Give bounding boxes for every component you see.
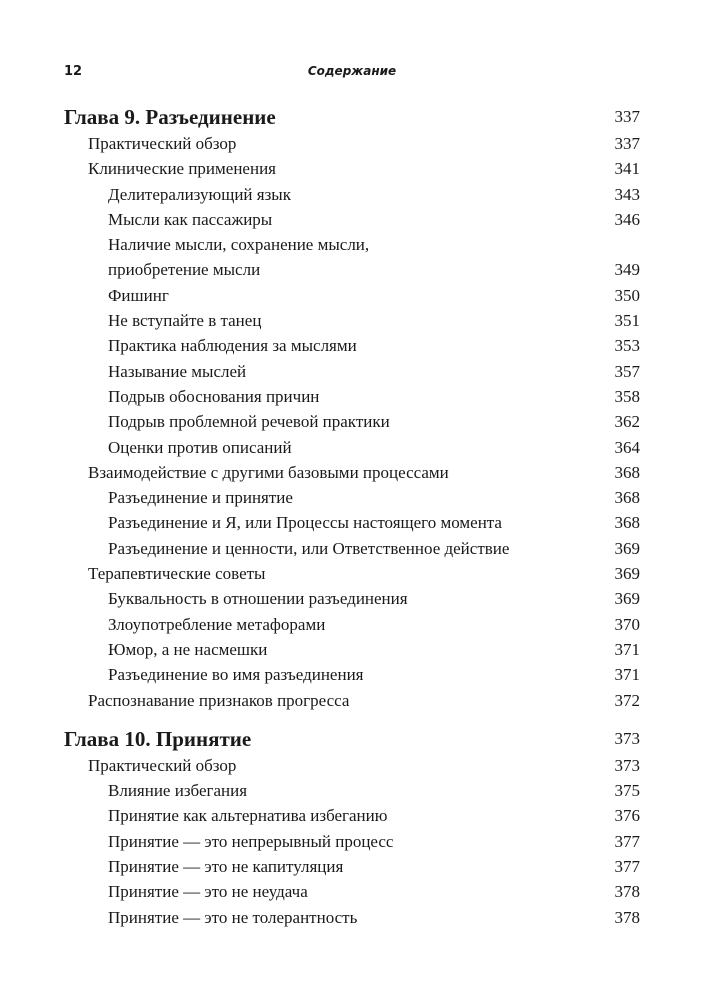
- toc-entry: [64, 778, 640, 803]
- toc-entry-title: Подрыв обоснования причин: [108, 386, 320, 406]
- toc-entry: [64, 333, 640, 358]
- toc-entry: [64, 283, 640, 308]
- toc-entry-title: Разъединение и ценности, или Ответственное действие: [108, 538, 510, 558]
- toc-entry: [64, 460, 640, 485]
- toc-entry: [64, 207, 640, 232]
- toc-entry-page: 378: [614, 907, 640, 927]
- chapter-page: 337: [614, 107, 640, 126]
- toc-entry-page: 337: [614, 134, 640, 153]
- chapter-title: Глава 9. Разъединение: [64, 105, 276, 129]
- toc-entry-page: 368: [614, 513, 640, 533]
- toc-entry-page: 349: [614, 260, 640, 280]
- toc-entry-page: 378: [614, 882, 640, 902]
- table-of-contents: [64, 103, 640, 930]
- toc-entry: [64, 131, 640, 156]
- toc-entry-page: 373: [614, 755, 640, 775]
- toc-entry: [64, 561, 640, 586]
- toc-entry-page: 377: [614, 831, 640, 851]
- toc-entry: [64, 359, 640, 384]
- page-header: [64, 64, 640, 84]
- toc-entry-title: Не вступайте в танец: [108, 311, 262, 331]
- page-number: 12: [64, 64, 83, 79]
- toc-entry-page: 357: [614, 361, 640, 381]
- toc-entry-title: Наличие мысли, сохранение мысли,: [108, 235, 370, 255]
- toc-entry-page: 341: [614, 159, 640, 179]
- toc-entry: [64, 854, 640, 879]
- toc-entry-page: 368: [614, 488, 640, 508]
- toc-entry: [64, 688, 640, 713]
- toc-entry: [64, 753, 640, 778]
- toc-entry-page: 358: [614, 386, 640, 406]
- toc-entry: [64, 879, 640, 904]
- toc-entry: [64, 308, 640, 333]
- toc-entry-page: 369: [614, 589, 640, 609]
- toc-entry: [64, 829, 640, 854]
- toc-entry-page: 353: [614, 336, 640, 356]
- toc-entry: [64, 637, 640, 662]
- toc-entry-page: 375: [614, 781, 640, 801]
- toc-entry-title-continuation: приобретение мысли: [108, 260, 261, 280]
- toc-entry-page: 343: [614, 184, 640, 204]
- toc-entry-title: Называние мыслей: [108, 361, 247, 381]
- toc-entry-page: 346: [614, 209, 640, 229]
- toc-entry-page: 350: [614, 285, 640, 305]
- toc-entry: [64, 536, 640, 561]
- toc-entry-title: Разъединение и Я, или Процессы настоящего момента: [108, 513, 502, 533]
- toc-entry: [64, 803, 640, 828]
- toc-entry-title: Распознавание признаков прогресса: [88, 690, 350, 710]
- toc-entry-title: Терапевтические советы: [88, 564, 266, 584]
- toc-entry: [64, 232, 640, 283]
- chapter-title: Глава 10. Принятие: [64, 726, 252, 751]
- toc-entry-title: Взаимодействие с другими базовыми процессами: [88, 462, 449, 482]
- toc-entry: [64, 409, 640, 434]
- toc-entry: [64, 612, 640, 637]
- toc-entry-page: 369: [614, 564, 640, 584]
- chapter-heading: [64, 103, 640, 131]
- chapter-heading: [64, 725, 640, 753]
- toc-entry: [64, 384, 640, 409]
- toc-entry-title: Принятие — это непрерывный процесс: [108, 831, 394, 851]
- toc-entry-title: Принятие как альтернатива избеганию: [108, 806, 388, 826]
- toc-entry-title: Принятие — это не толерантность: [108, 907, 358, 927]
- toc-entry-title: Юмор, а не насмешки: [108, 639, 268, 659]
- chapter-page: 373: [614, 728, 640, 748]
- toc-entry-page: 370: [614, 614, 640, 634]
- toc-entry-page: 362: [614, 412, 640, 432]
- toc-entry-page: 351: [614, 311, 640, 331]
- toc-entry-title: Практика наблюдения за мыслями: [108, 336, 357, 356]
- toc-entry-title: Разъединение во имя разъединения: [108, 665, 364, 685]
- toc-entry-title: Делитерализующий язык: [108, 184, 291, 204]
- toc-entry-page: 376: [614, 806, 640, 826]
- toc-entry-title: Оценки против описаний: [108, 437, 292, 457]
- toc-entry-page: 364: [614, 437, 640, 457]
- toc-entry-title: Практический обзор: [88, 755, 237, 775]
- toc-entry-title: Подрыв проблемной речевой практики: [108, 412, 390, 432]
- toc-entry: [64, 510, 640, 535]
- toc-entry-title: Разъединение и принятие: [108, 488, 293, 508]
- toc-entry-title: Фишинг: [108, 285, 169, 305]
- toc-entry-title: Буквальность в отношении разъединения: [108, 589, 408, 609]
- toc-entry-page: 372: [614, 690, 640, 710]
- toc-entry-page: 371: [614, 639, 640, 659]
- toc-entry-page: 368: [614, 462, 640, 482]
- toc-entry-page: 377: [614, 857, 640, 877]
- running-title: Содержание: [307, 64, 397, 78]
- toc-entry-page: 371: [614, 665, 640, 685]
- toc-entry: [64, 182, 640, 207]
- toc-entry: [64, 156, 640, 181]
- toc-entry: [64, 485, 640, 510]
- toc-entry-title: Влияние избегания: [108, 781, 248, 801]
- toc-entry-page: 369: [614, 538, 640, 558]
- toc-entry-title: Клинические применения: [88, 159, 276, 179]
- toc-entry-title: Принятие — это не неудача: [108, 882, 308, 902]
- toc-entry: [64, 662, 640, 687]
- toc-entry-title: Принятие — это не капитуляция: [108, 857, 344, 877]
- toc-entry: [64, 905, 640, 930]
- toc-entry: [64, 435, 640, 460]
- toc-entry: [64, 586, 640, 611]
- toc-entry-title: Практический обзор: [88, 134, 237, 153]
- toc-entry-title: Злоупотребление метафорами: [108, 614, 326, 634]
- toc-entry-title: Мысли как пассажиры: [108, 209, 273, 229]
